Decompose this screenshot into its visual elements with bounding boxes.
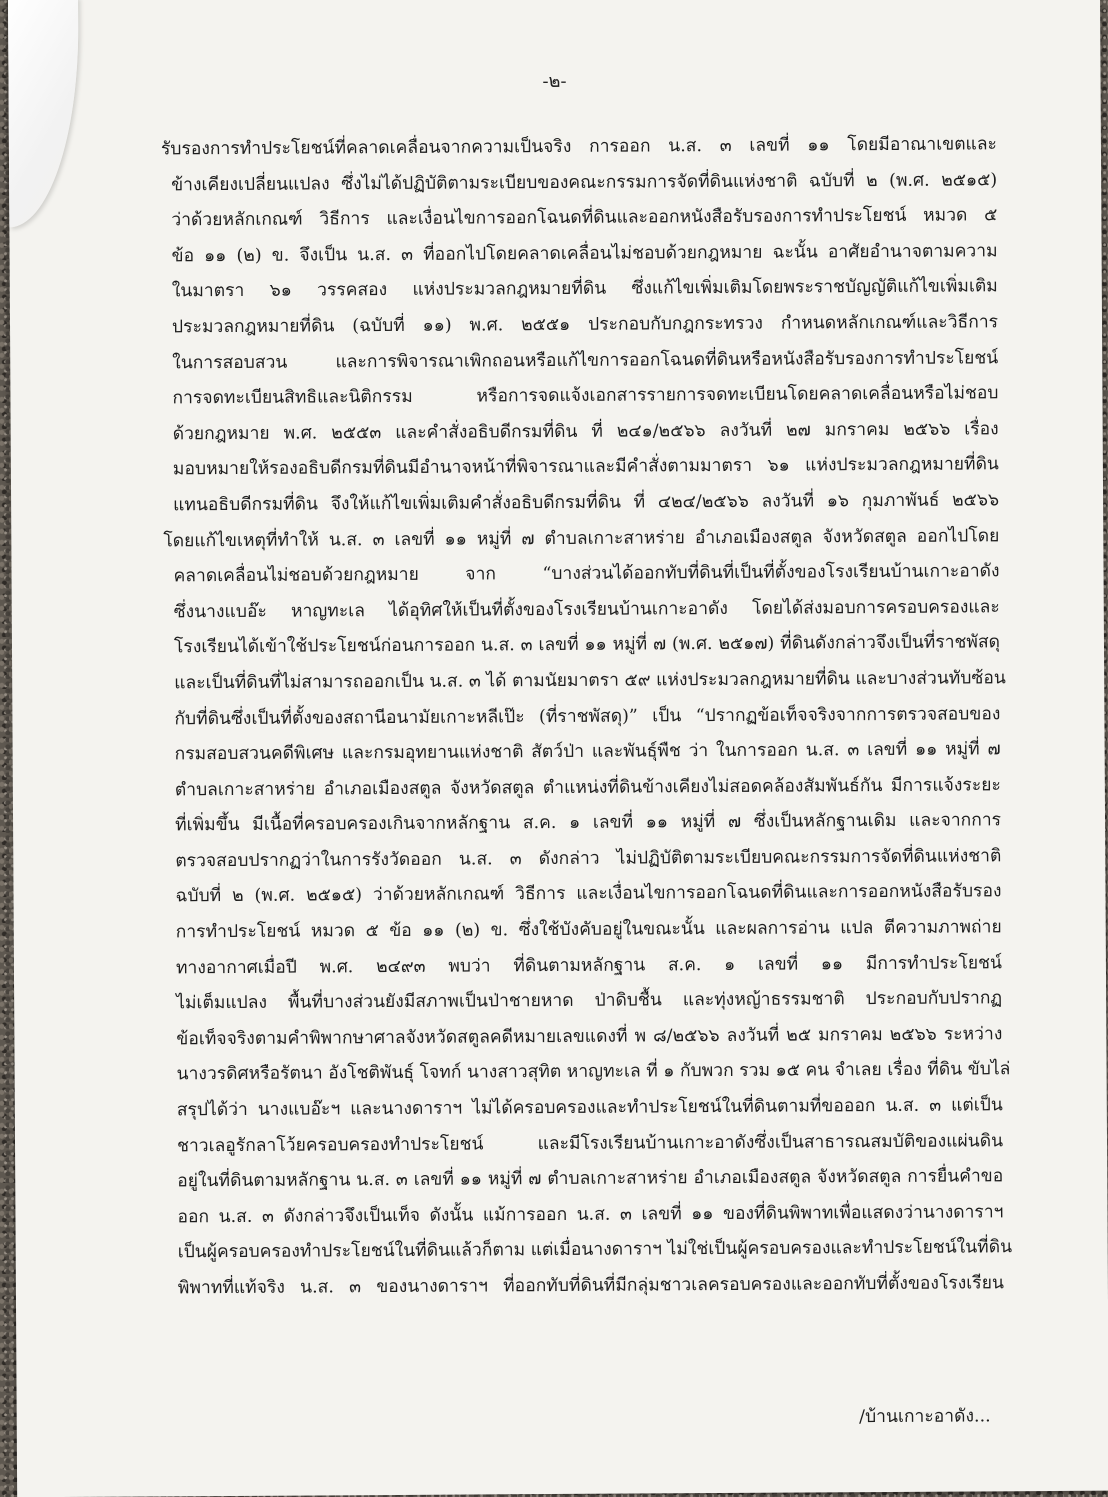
text-line: ประมวลกฎหมายที่ดิน (ฉบับที่ ๑๑) พ.ศ. ๒๕๕๑ ประกอบกับกฎกระทรวง กำหนดหลักเกณฑ์และวิธีการ bbox=[171, 312, 999, 338]
text-line: และเป็นที่ดินที่ไม่สามารถออกเป็น น.ส. ๓ ได้ ตามนัยมาตรา ๕๙ แห่งประมวลกฎหมายที่ดิน และบางส่วนทับซ้อน bbox=[174, 668, 1006, 694]
text-line: มอบหมายให้รองอธิบดีกรมที่ดินมีอำนาจหน้าที่พิจารณาและมีคำสั่งตามมาตรา ๖๑ แห่งประมวลกฎหมายที่ดิน bbox=[172, 454, 999, 480]
text-line: ไม่เต็มแปลง พื้นที่บางส่วนยังมีสภาพเป็นป่าชายหาด ป่าดิบชื้น และทุ่งหญ้าธรรมชาติ ประกอบกับปรากฏ bbox=[176, 988, 1003, 1014]
text-line: โดยแก้ไขเหตุที่ทำให้ น.ส. ๓ เลขที่ ๑๑ หมู่ที่ ๗ ตำบลเกาะสาหร่าย อำเภอเมืองสตูล จังหวัดสตูล ออกไปโดย bbox=[163, 525, 1000, 551]
text-line: ออก น.ส. ๓ ดังกล่าวจึงเป็นเท็จ ดังนั้น แม้การออก น.ส. ๓ เลขที่ ๑๑ ของที่ดินพิพาทเพื่อแสดงว่านางดาราฯ bbox=[177, 1202, 1004, 1228]
text-line: ฉบับที่ ๒ (พ.ศ. ๒๕๑๕) ว่าด้วยหลักเกณฑ์ วิธีการ และเงื่อนไขการออกโฉนดที่ดินและการออกหนังสือรับรอง bbox=[175, 881, 1002, 907]
text-line: รับรองการทำประโยชน์ที่คลาดเคลื่อนจากความเป็นจริง การออก น.ส. ๓ เลขที่ ๑๑ โดยมีอาณาเขตและ bbox=[160, 134, 997, 160]
text-line: อยู่ในที่ดินตามหลักฐาน น.ส. ๓ เลขที่ ๑๑ หมู่ที่ ๗ ตำบลเกาะสาหร่าย อำเภอเมืองสตูล จังหวัดสตูล การยื่นคำขอ bbox=[177, 1166, 1004, 1192]
text-line: ข้อ ๑๑ (๒) ข. จึงเป็น น.ส. ๓ ที่ออกไปโดยคลาดเคลื่อนไม่ชอบด้วยกฎหมาย ฉะนั้น อาศัยอำนาจตามความ bbox=[171, 241, 998, 267]
text-line: ว่าด้วยหลักเกณฑ์ วิธีการ และเงื่อนไขการออกโฉนดที่ดินและออกหนังสือรับรองการทำประโยชน์ หมวด ๕ bbox=[171, 205, 998, 231]
text-line: ที่เพิ่มขึ้น มีเนื้อที่ครอบครองเกินจากหลักฐาน ส.ค. ๑ เลขที่ ๑๑ หมู่ที่ ๗ ซึ่งเป็นหลักฐานเดิม และจากการ bbox=[175, 810, 1002, 836]
document-page bbox=[8, 0, 1108, 1497]
text-line: ทางอากาศเมื่อปี พ.ศ. ๒๔๙๓ พบว่า ที่ดินตามหลักฐาน ส.ค. ๑ เลขที่ ๑๑ มีการทำประโยชน์ bbox=[175, 952, 1002, 978]
text-line: การทำประโยชน์ หมวด ๕ ข้อ ๑๑ (๒) ข. ซึ่งใช้บังคับอยู่ในขณะนั้น และผลการอ่าน แปล ตีความภาพถ่าย bbox=[175, 917, 1002, 943]
text-line: ซึ่งนางแบอ๊ะ หาญทะเล ได้อุทิศให้เป็นที่ตั้งของโรงเรียนบ้านเกาะอาดัง โดยได้ส่งมอบการครอบครองและ bbox=[173, 597, 1000, 623]
text-line: ข้อเท็จจริงตามคำพิพากษาศาลจังหวัดสตูลคดีหมายเลขแดงที่ พ ๘/๒๕๖๖ ลงวันที่ ๒๕ มกราคม ๒๕๖๖ ระหว่าง bbox=[176, 1024, 1003, 1050]
text-line: นางวรดิศหรือรัตนา อังโชติพันธุ์ โจทก์ นางสาวสุทิต หาญทะเล ที่ ๑ กับพวก รวม ๑๕ คน จำเลย เรื่อง ที่ดิน ขับไล่ bbox=[176, 1059, 1011, 1085]
text-line: สรุปได้ว่า นางแบอ๊ะฯ และนางดาราฯ ไม่ได้ครอบครองและทำประโยชน์ในที่ดินตามที่ขอออก น.ส. ๓ แต่เป็น bbox=[176, 1095, 1003, 1121]
continuation-marker: /บ้านเกาะอาดัง... bbox=[859, 1406, 991, 1428]
text-line: ในการสอบสวน และการพิจารณาเพิกถอนหรือแก้ไขการออกโฉนดที่ดินหรือหนังสือรับรองการทำประโยชน์ bbox=[172, 347, 999, 373]
document-body bbox=[160, 127, 1013, 1307]
text-line: กับที่ดินซึ่งเป็นที่ตั้งของสถานีอนามัยเกาะหลีเป๊ะ (ที่ราชพัสดุ)” เป็น “ปรากฏข้อเท็จจริงจากการตรวจสอบของ bbox=[174, 703, 1001, 729]
text-line: เป็นผู้ครอบครองทำประโยชน์ในที่ดินแล้วก็ตาม แต่เมื่อนางดาราฯ ไม่ใช่เป็นผู้ครอบครองและทำประโยชน์ในที่ดิน bbox=[177, 1237, 1013, 1263]
text-line: ข้างเคียงเปลี่ยนแปลง ซึ่งไม่ได้ปฏิบัติตามระเบียบของคณะกรรมการจัดที่ดินแห่งชาติ ฉบับที่ ๒ (พ.ศ. ๒๕๑๕) bbox=[171, 169, 998, 195]
text-line: พิพาทที่แท้จริง น.ส. ๓ ของนางดาราฯ ที่ออกทับที่ดินที่มีกลุ่มชาวเลครอบครองและออกทับที่ตั้งของโรงเรียน bbox=[177, 1273, 1004, 1299]
text-line: กรมสอบสวนคดีพิเศษ และกรมอุทยานแห่งชาติ สัตว์ป่า และพันธุ์พืช ว่า ในการออก น.ส. ๓ เลขที่ ๑๑ หมู่ที่ ๗ bbox=[174, 739, 1001, 765]
text-line: ตำบลเกาะสาหร่าย อำเภอเมืองสตูล จังหวัดสตูล ตำแหน่งที่ดินข้างเคียงไม่สอดคล้องสัมพันธ์กัน มีการแจ้งระยะ bbox=[174, 774, 1001, 801]
text-line: ด้วยกฎหมาย พ.ศ. ๒๕๕๓ และคำสั่งอธิบดีกรมที่ดิน ที่ ๒๔๑/๒๕๖๖ ลงวันที่ ๒๗ มกราคม ๒๕๖๖ เรื่อง bbox=[172, 419, 999, 445]
text-line: ในมาตรา ๖๑ วรรคสอง แห่งประมวลกฎหมายที่ดิน ซึ่งแก้ไขเพิ่มเติมโดยพระราชบัญญัติแก้ไขเพิ่มเติม bbox=[171, 276, 998, 302]
text-line: ตรวจสอบปรากฏว่าในการรังวัดออก น.ส. ๓ ดังกล่าว ไม่ปฏิบัติตามระเบียบคณะกรรมการจัดที่ดินแห่งชาติ bbox=[175, 846, 1002, 872]
text-line: โรงเรียนได้เข้าใช้ประโยชน์ก่อนการออก น.ส. ๓ เลขที่ ๑๑ หมู่ที่ ๗ (พ.ศ. ๒๕๑๗) ที่ดินดังกล่าวจึงเป็นที่ราชพัสดุ bbox=[173, 632, 1001, 658]
text-line: การจดทะเบียนสิทธิและนิติกรรม หรือการจดแจ้งเอกสารรายการจดทะเบียนโดยคลาดเคลื่อนหรือไม่ชอบ bbox=[172, 383, 999, 409]
page-number: -๒- bbox=[542, 70, 567, 93]
curled-previous-page bbox=[8, 0, 79, 227]
text-line: คลาดเคลื่อนไม่ชอบด้วยกฎหมาย จาก “บางส่วนได้ออกทับที่ดินที่เป็นที่ตั้งของโรงเรียนบ้านเกาะอาดัง bbox=[173, 561, 1000, 587]
text-line: ชาวเลอูรักลาโว้ยครอบครองทำประโยชน์ และมีโรงเรียนบ้านเกาะอาดังซึ่งเป็นสาธารณสมบัติของแผ่นดิน bbox=[176, 1130, 1004, 1156]
text-line: แทนอธิบดีกรมที่ดิน จึงให้แก้ไขเพิ่มเติมคำสั่งอธิบดีกรมที่ดิน ที่ ๔๒๔/๒๕๖๖ ลงวันที่ ๑๖ กุมภาพันธ์ ๒๕๖๖ bbox=[173, 490, 1000, 516]
